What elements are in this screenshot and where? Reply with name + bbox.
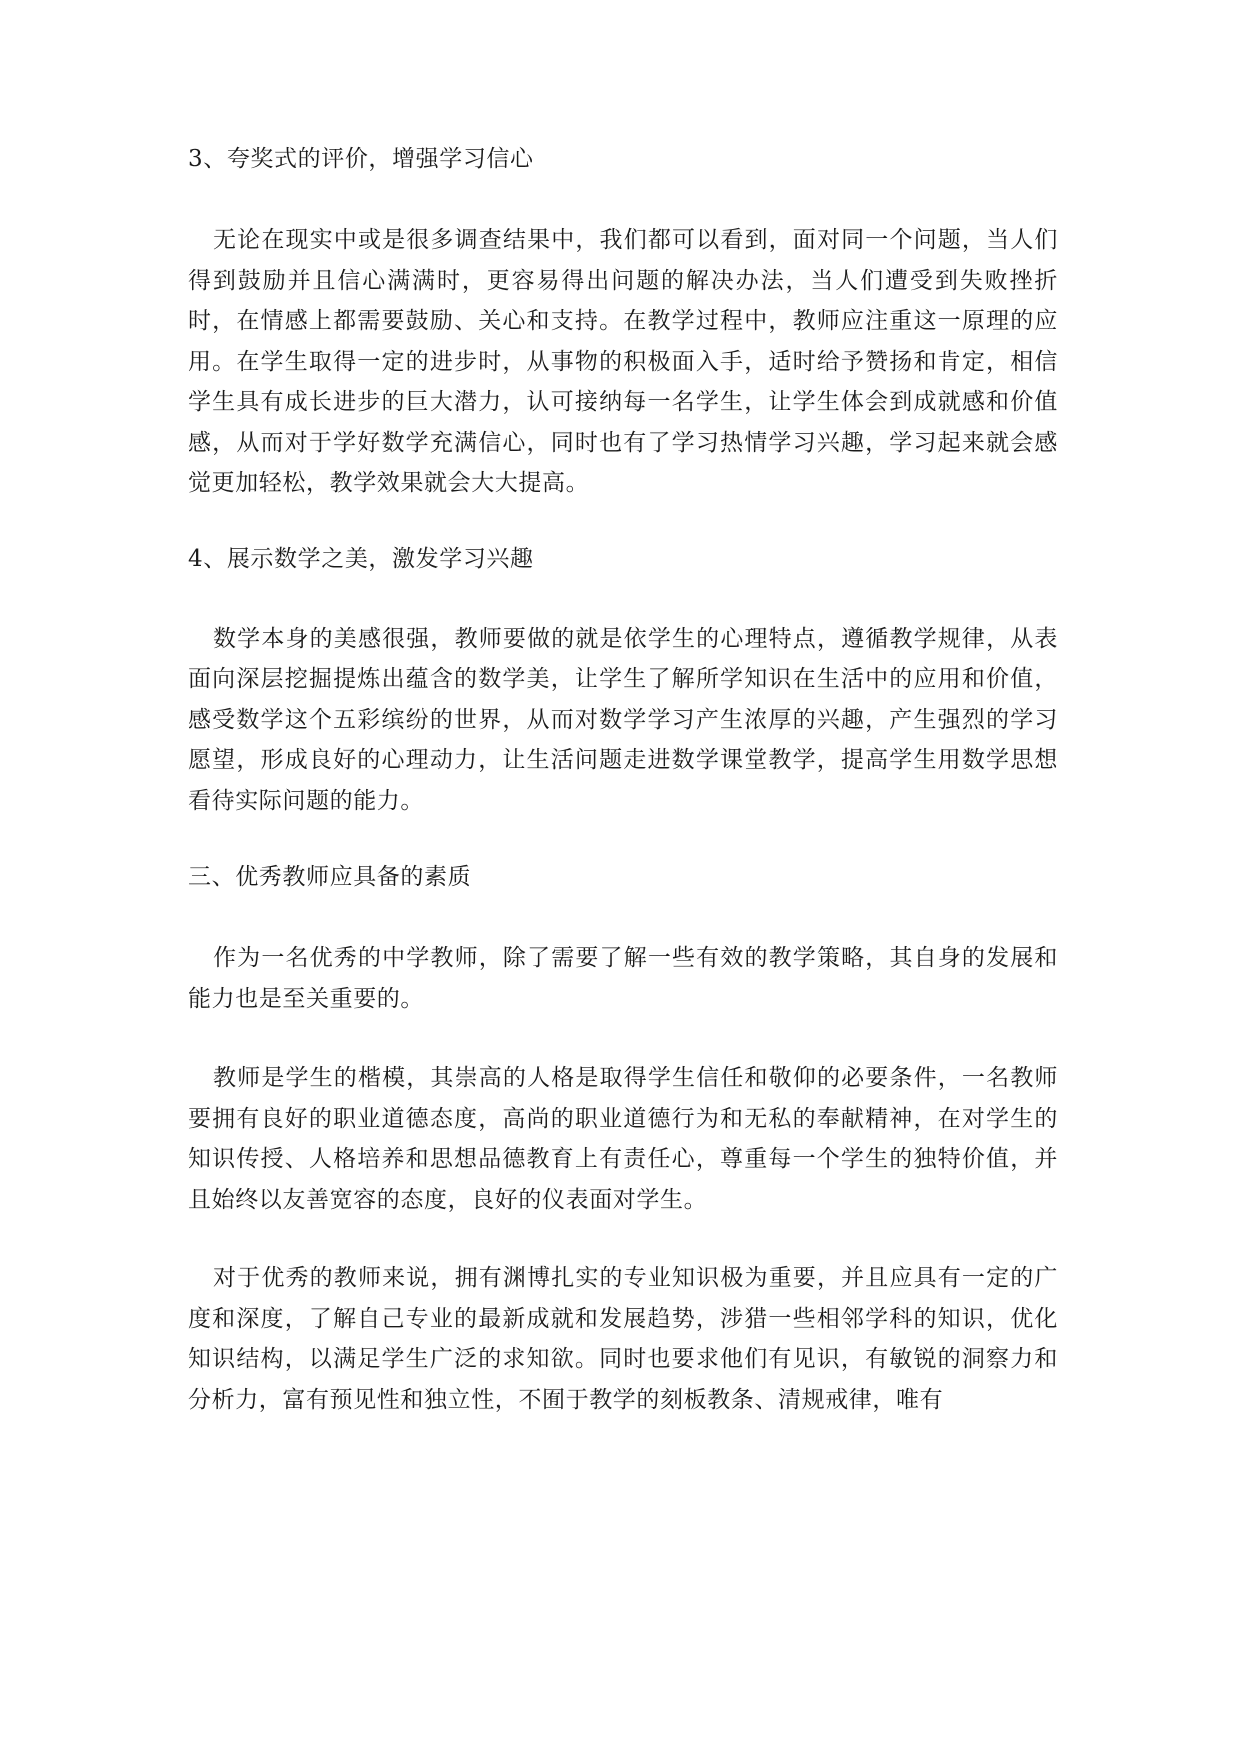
body-paragraph: 教师是学生的楷模，其崇高的人格是取得学生信任和敬仰的必要条件，一名教师要拥有良好的职业道德态度，高尚的职业道德行为和无私的奉献精神，在对学生的知识传授、人格培养和思想品德教育上有责任心，尊重每一个学生的独特价值，并且始终以友善宽容的态度，良好的仪表面对学生。 [188,1065,1058,1213]
body-paragraph: 作为一名优秀的中学教师，除了需要了解一些有效的教学策略，其自身的发展和能力也是至关重要的。 [188,945,1058,1012]
body-paragraph: 无论在现实中或是很多调查结果中，我们都可以看到，面对同一个问题，当人们得到鼓励并且信心满满时，更容易得出问题的解决办法，当人们遭受到失败挫折时，在情感上都需要鼓励、关心和支持。在教学过程中，教师应注重这一原理的应用。在学生取得一定的进步时，从事物的积极面入手，适时给予赞扬和肯定，相信学生具有成长进步的巨大潜力，认可接纳每一名学生，让学生体会到成就感和价值感，从而对于学好数学充满信心，同时也有了学习热情学习兴趣，学习起来就会感觉更加轻松，教学效果就会大大提高。 [188,227,1058,496]
document-page [188,140,1058,1420]
body-paragraph: 数学本身的美感很强，教师要做的就是依学生的心理特点，遵循教学规律，从表面向深层挖掘提炼出蕴含的数学美，让学生了解所学知识在生活中的应用和价值，感受数学这个五彩缤纷的世界，从而对数学学习产生浓厚的兴趣，产生强烈的学习愿望，形成良好的心理动力，让生活问题走进数学课堂教学，提高学生用数学思想看待实际问题的能力。 [188,625,1058,814]
body-paragraph: 对于优秀的教师来说，拥有渊博扎实的专业知识极为重要，并且应具有一定的广度和深度，了解自己专业的最新成就和发展趋势，涉猎一些相邻学科的知识，优化知识结构，以满足学生广泛的求知欲。同时也要求他们有见识，有敏锐的洞察力和分析力，富有预见性和独立性，不囿于教学的刻板教条、清规戒律，唯有 [188,1265,1058,1413]
section-heading: 3、夸奖式的评价，增强学习信心 [188,146,534,172]
section-heading: 三、优秀教师应具备的素质 [188,864,472,890]
section-heading: 4、展示数学之美，激发学习兴趣 [188,545,534,572]
